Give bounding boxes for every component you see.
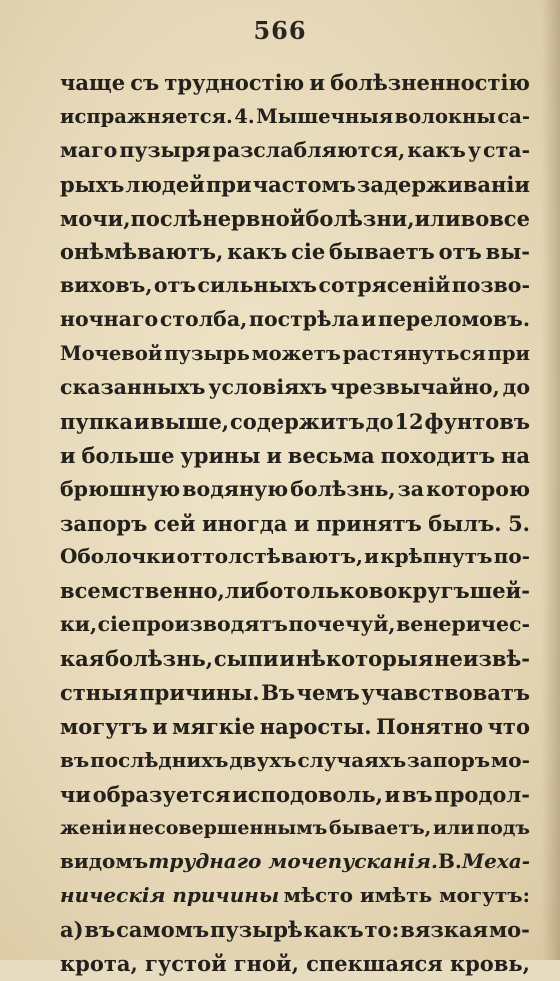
word: отъ [153,273,197,298]
page-number: 566 [253,16,307,45]
word: запоръ [60,510,148,536]
word: спекшаяся [306,951,443,977]
word: съ [130,70,160,95]
word: и [152,713,168,739]
word: бываетъ [329,239,435,265]
word: сыпи [213,646,279,672]
word: при [487,342,530,366]
word: пупка [60,408,133,434]
word: послѣднихъ [90,747,229,772]
text-line [60,473,530,507]
body-text [60,66,530,981]
word: больше [81,442,175,468]
word: двухъ [229,747,297,772]
word: густой [144,951,227,977]
word: Въ [261,680,296,706]
word: самомъ [116,917,210,943]
word: бываетъ, [329,816,432,839]
text-line [60,100,530,134]
italic-heading: ническія причины [60,883,280,908]
word: весьма [287,442,375,468]
word: испражняется. [60,104,233,128]
italic-heading: Меха- [461,849,530,874]
word: въ [84,917,116,943]
word: при [205,171,252,197]
word: былъ. [428,510,502,536]
word: образуется [92,781,231,807]
word: растянуться [342,342,486,366]
word: которою [426,476,530,501]
word: и [60,442,76,468]
word: за [397,476,425,501]
text-line-mixed [60,845,530,879]
word: сотрясеній [318,273,451,298]
word: и [364,544,379,569]
word: до [365,408,394,434]
word: только [283,578,369,604]
word: сильныхъ [197,273,318,298]
text-line [60,947,530,981]
text-line [60,134,530,168]
word: Оболочки [60,544,176,569]
word: урины [180,442,261,468]
word: иногда [201,510,288,536]
word: и [384,781,401,807]
word: 5. [508,510,530,536]
word: продол- [434,781,530,807]
word: чемъ [296,680,360,706]
text-line [60,540,530,574]
word: крѣпнутъ [380,544,493,569]
word: кровь, [449,951,530,977]
word: шей- [469,578,530,604]
word: наросты. [259,713,372,739]
word: несовершеннымъ [128,816,328,839]
text-line [60,642,530,676]
word: запоръ [407,747,491,772]
word: а) [60,917,84,943]
text-line [60,913,530,947]
word: и [360,307,377,332]
word: можетъ [251,342,341,366]
word: задерживаніи [357,171,530,197]
text-line [60,269,530,303]
word: отъ [438,239,482,265]
word: 12 [394,408,424,434]
word: у [467,137,482,162]
word: причины. [139,680,260,706]
word: учавствоватъ [361,680,530,706]
word: пострѣла [248,307,360,332]
text-segment: видомъ [60,849,149,874]
text-line-mixed [60,879,530,913]
word: условіяхъ [208,375,328,400]
text-line [60,168,530,202]
word: волокны [394,104,496,128]
word: сей [153,510,196,536]
word: чаще [60,70,126,95]
word: вокругъ [368,578,470,604]
word: венеричес- [396,612,530,637]
word: всемственно, [60,578,225,604]
word: 4. [234,104,255,128]
italic-term: труднаго мочепусканія. [148,849,438,874]
word: оттолстѣваютъ, [176,544,363,569]
word: и [309,70,325,95]
word: нѣкоторыя [295,646,434,672]
text-line [60,507,530,541]
word: вы- [485,239,530,265]
text-line [60,371,530,405]
word: маго [60,137,118,162]
text-line [60,202,530,236]
word: и [133,408,150,434]
word: пузыря [119,137,211,162]
word: или [414,205,461,231]
word: са- [497,104,530,128]
word: исподоволь, [232,781,383,807]
word: выше, [150,408,230,434]
word: либо [224,578,284,604]
word: вовсе [460,205,530,231]
word: пузырѣ [209,917,303,943]
word: женіи [60,816,127,839]
word: болѣзнь, [105,646,214,672]
word: сказанныхъ [60,375,206,400]
word: сіе [97,612,131,637]
word: по- [493,544,530,569]
word: могутъ [60,713,148,739]
word: походитъ [380,442,496,468]
word: и [279,646,295,672]
word: трудностію [164,70,305,95]
word: крота, [60,951,138,977]
word: то: [364,917,400,943]
word: болѣзнь, [290,476,396,501]
word: что [487,713,530,739]
word: водяную [182,476,289,501]
word: Понятно [376,713,484,739]
page-edge-shadow [542,0,560,960]
text-line [60,439,530,473]
word: частомъ [252,171,356,197]
word: въ [60,747,90,772]
word: нервной [202,205,306,231]
text-line [60,744,530,778]
word: Мышечныя [256,104,394,128]
text-segment: мѣсто имѣть могутъ: [283,883,530,908]
text-line [60,235,530,269]
word: почечуй, [288,612,396,637]
text-line [60,778,530,812]
text-segment: В. [438,849,462,874]
text-line [60,710,530,744]
word: чи [60,781,91,807]
word: Мочевой [60,342,163,366]
word: ночнаго [60,307,159,332]
text-line [60,303,530,337]
text-line [60,812,530,846]
word: онѣмѣваютъ, [60,239,224,265]
word: производятъ [131,612,288,637]
word: принятъ [316,510,422,536]
word: гной, [233,951,299,977]
word: позво- [451,273,530,298]
word: мягкіе [172,713,256,739]
text-line [60,676,530,710]
word: пузырь [164,342,250,366]
word: болѣзни, [305,205,415,231]
word: стныя [60,680,138,706]
word: мо- [488,917,530,943]
word: какъ [407,137,466,162]
word: болѣзненностію [330,70,530,95]
word: рыхъ [60,171,125,197]
word: мо- [490,747,530,772]
word: вязкая [400,917,489,943]
word: кая [60,646,105,672]
word: на [501,442,530,468]
word: въ [401,781,433,807]
word: фунтовъ [424,408,530,434]
word: какъ [227,239,288,265]
word: или [432,816,475,839]
word: переломовъ. [377,307,530,332]
word: сіе [291,239,326,265]
word: людей [125,171,205,197]
word: ки, [60,612,98,637]
text-line [60,405,530,439]
text-line [60,66,530,100]
word: виховъ, [60,273,153,298]
word: и [293,510,310,536]
word: случаяхъ [297,747,407,772]
word: и [266,442,282,468]
word: ста- [483,137,530,162]
word: содержитъ [229,408,365,434]
word: разслабляются, [212,137,406,162]
text-line [60,574,530,608]
word: до [502,375,530,400]
word: какъ [303,917,364,943]
word: столба, [159,307,248,332]
word: мочи, [60,205,131,231]
word: послѣ [130,205,203,231]
word: неизвѣ- [434,646,530,672]
word: подъ [476,816,530,839]
text-line [60,608,530,642]
word: брюшную [60,476,181,501]
text-line [60,337,530,371]
word: чрезвычайно, [330,375,500,400]
